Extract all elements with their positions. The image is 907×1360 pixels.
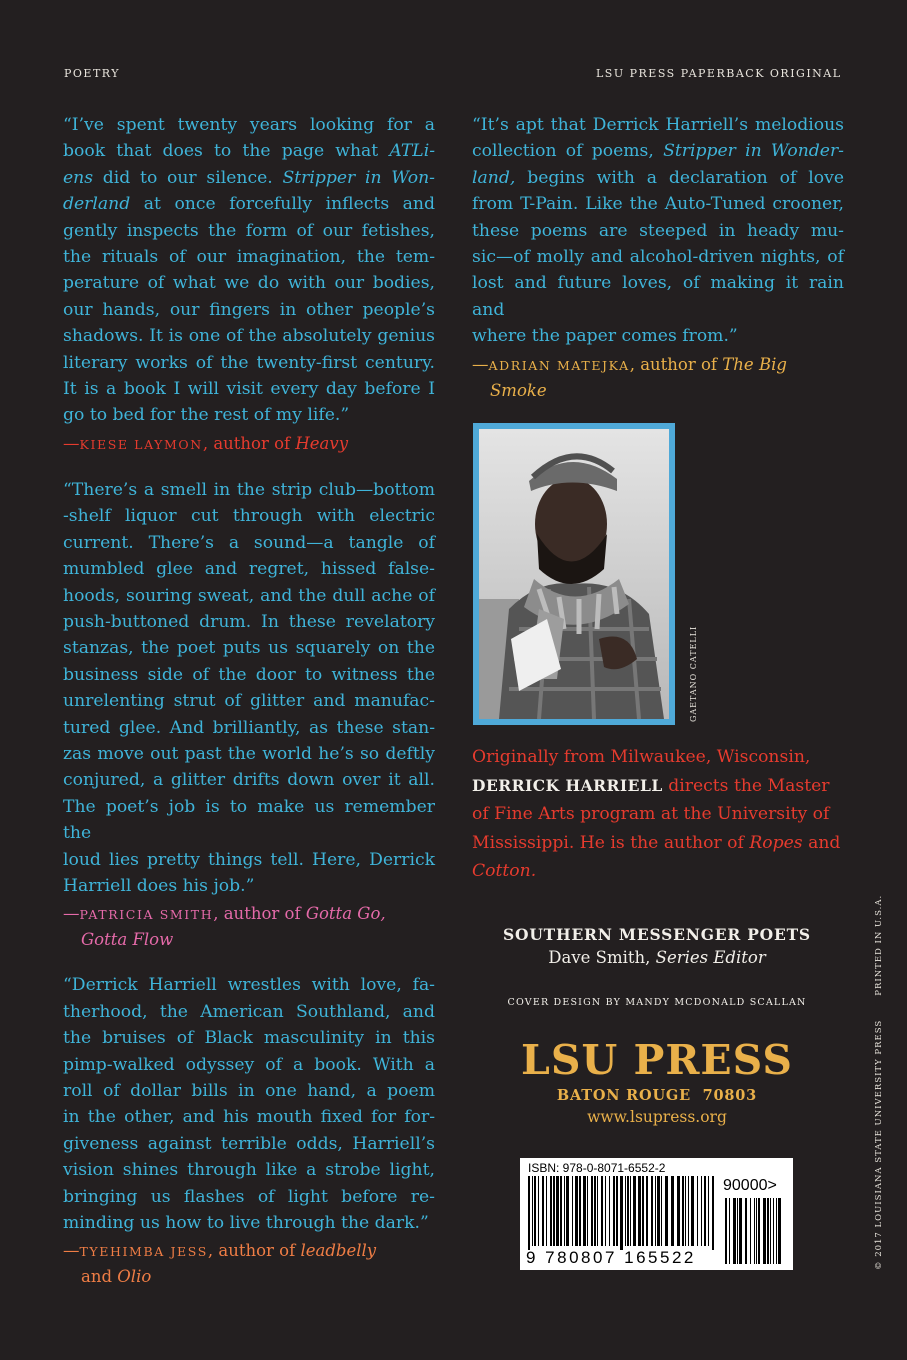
header-right: LSU PRESS PAPERBACK ORIGINAL (596, 67, 842, 80)
author-name: TYEHIMBA JESS (79, 1244, 208, 1260)
quote-line: shadows. It is one of the absolutely genius (63, 326, 435, 347)
publisher-block (472, 1037, 842, 1126)
publisher-url: www.lsupress.org (587, 1108, 727, 1126)
quote-line: “Derrick Harriell wrestles with love, fa- (63, 975, 435, 996)
quote-text (63, 112, 435, 429)
quote-line: current. There’s a sound—a tangle of (63, 532, 435, 553)
quote-line: gently inspects the form of our fetishes, (63, 220, 435, 241)
quote-line: -shelf liquor cut through with electric (63, 506, 435, 527)
book-title: Gotta Go, Gotta Flow (81, 904, 386, 950)
author-name: ADRIAN MATEJKA (488, 357, 630, 373)
quote-text (472, 112, 844, 350)
blurb-laymon (63, 112, 435, 457)
blurb-smith (63, 477, 435, 953)
publisher-logo: LSU PRESS (521, 1036, 793, 1084)
quote-line: ens did to our silence. Stripper in Won- (63, 167, 435, 188)
quote-line: Harriell does his job.” (63, 875, 255, 896)
quote-line: therhood, the American Southland, and (63, 1001, 435, 1022)
quote-line: derland at once forcefully inflects and (63, 194, 435, 215)
quote-line: conjured, a glitter drifts down over it all. (63, 770, 435, 791)
right-column (472, 112, 844, 403)
quote-line: the bruises of Black masculinity in this (63, 1028, 435, 1049)
quote-line: the rituals of our imagination, the tem- (63, 247, 435, 268)
publisher-city: BATON ROUGE 70803 (556, 1087, 758, 1104)
blurb-jess (63, 972, 435, 1289)
quote-line: vision shines through like a strobe light, (63, 1160, 435, 1181)
author-name: PATRICIA SMITH (79, 907, 214, 923)
quote-line: “I’ve spent twenty years looking for a (63, 115, 435, 135)
isbn-label: ISBN: 978-0-8071-6552-2 (528, 1161, 666, 1175)
quote-line: book that does to the page what ATLi- (63, 141, 435, 162)
quote-line: stanzas, the poet puts us squarely on the (63, 638, 435, 659)
quote-text (63, 477, 435, 900)
cover-design-credit: COVER DESIGN BY MANDY MCDONALD SCALLAN (507, 997, 807, 1008)
quote-line: lost and future loves, of making it rain and (472, 273, 844, 320)
printed-in-notice: PRINTED IN U.S.A. (874, 894, 884, 996)
book-title: The Big Smoke (490, 354, 787, 400)
book-title: leadbelly (300, 1241, 377, 1261)
quote-text (63, 972, 435, 1236)
isbn-digits: 9 780807 165522 (526, 1248, 696, 1267)
quote-line: collection of poems, Stripper in Wonder- (472, 141, 844, 162)
quote-attribution: —ADRIAN MATEJKA, author of The Big Smoke (472, 354, 787, 400)
quote-line: hoods, souring sweat, and the dull ache of (63, 585, 435, 606)
quote-line: from T-Pain. Like the Auto-Tuned crooner, (472, 194, 844, 215)
copyright-notice: © 2017 LOUISIANA STATE UNIVERSITY PRESSPRINTED IN U.S.A. (874, 894, 884, 1270)
quote-line: “There’s a smell in the strip club—bottom (63, 479, 435, 500)
author-bio: Originally from Milwaukee, Wisconsin, DERRICK HARRIELL directs the Master of Fine Arts program at the University of Mississippi. He is the author of Ropes and Cotton. (472, 747, 841, 882)
quote-line: sic—of molly and alcohol-driven nights, of (472, 247, 844, 268)
quote-line: these poems are steeped in heady mu- (472, 220, 844, 241)
quote-line: bringing us flashes of light before re- (63, 1186, 435, 1207)
author-portrait-image (479, 429, 669, 719)
quote-line: unrelenting strut of glitter and manufac- (63, 691, 435, 712)
quote-line: zas move out past the world he’s so deftly (63, 743, 435, 764)
quote-line: minding us how to live through the dark.” (63, 1213, 429, 1234)
quote-line: go to bed for the rest of my life.” (63, 405, 350, 426)
quote-line: our hands, our fingers in other people’s (63, 299, 435, 320)
author-name: KIESE LAYMON (79, 436, 203, 452)
quote-line: mumbled glee and regret, hissed false- (63, 559, 435, 580)
quote-attribution: —TYEHIMBA JESS, author of leadbelly and Olio (63, 1241, 377, 1287)
series-editor: Dave Smith, Series Editor (548, 948, 766, 967)
isbn-barcode (520, 1158, 793, 1270)
author-photo (473, 423, 675, 725)
header-left: POETRY (64, 67, 120, 80)
quote-attribution: —KIESE LAYMON, author of Heavy (63, 433, 349, 453)
quote-line: where the paper comes from.” (472, 326, 738, 347)
quote-line: “It’s apt that Derrick Harriell’s melodious (472, 115, 844, 135)
quote-attribution: —PATRICIA SMITH, author of Gotta Go, Gotta Flow (63, 904, 386, 950)
book-title: Heavy (295, 433, 349, 453)
quote-line: business side of the door to witness the (63, 664, 435, 685)
quote-line: The poet’s job is to make us remember the (63, 796, 435, 844)
series-title: SOUTHERN MESSENGER POETS (503, 925, 811, 944)
quote-line: perature of what we do with our bodies, (63, 273, 435, 294)
photo-credit: GAETANO CATELLI (689, 625, 698, 722)
book-title: Olio (117, 1267, 152, 1287)
quote-line: literary works of the twenty-first century. (63, 352, 435, 373)
price-code: 90000> (723, 1177, 777, 1194)
quote-line: giveness against terrible odds, Harriell’s (63, 1133, 435, 1154)
quote-line: It is a book I will visit every day before I (63, 379, 435, 400)
series-block (472, 925, 842, 967)
quote-line: in the other, and his mouth fixed for for- (63, 1107, 435, 1128)
quote-line: loud lies pretty things tell. Here, Derrick (63, 849, 435, 870)
quote-line: roll of dollar bills in one hand, a poem (63, 1081, 435, 1101)
left-column (63, 112, 435, 1289)
blurb-matejka (472, 112, 844, 403)
quote-line: push-buttoned drum. In these revelatory (63, 611, 435, 632)
quote-line: tured glee. And brilliantly, as these stan- (63, 717, 435, 738)
author-name: DERRICK HARRIELL (472, 775, 663, 795)
quote-line: land, begins with a declaration of love (472, 167, 844, 188)
quote-line: pimp-walked odyssey of a book. With a (63, 1054, 435, 1075)
